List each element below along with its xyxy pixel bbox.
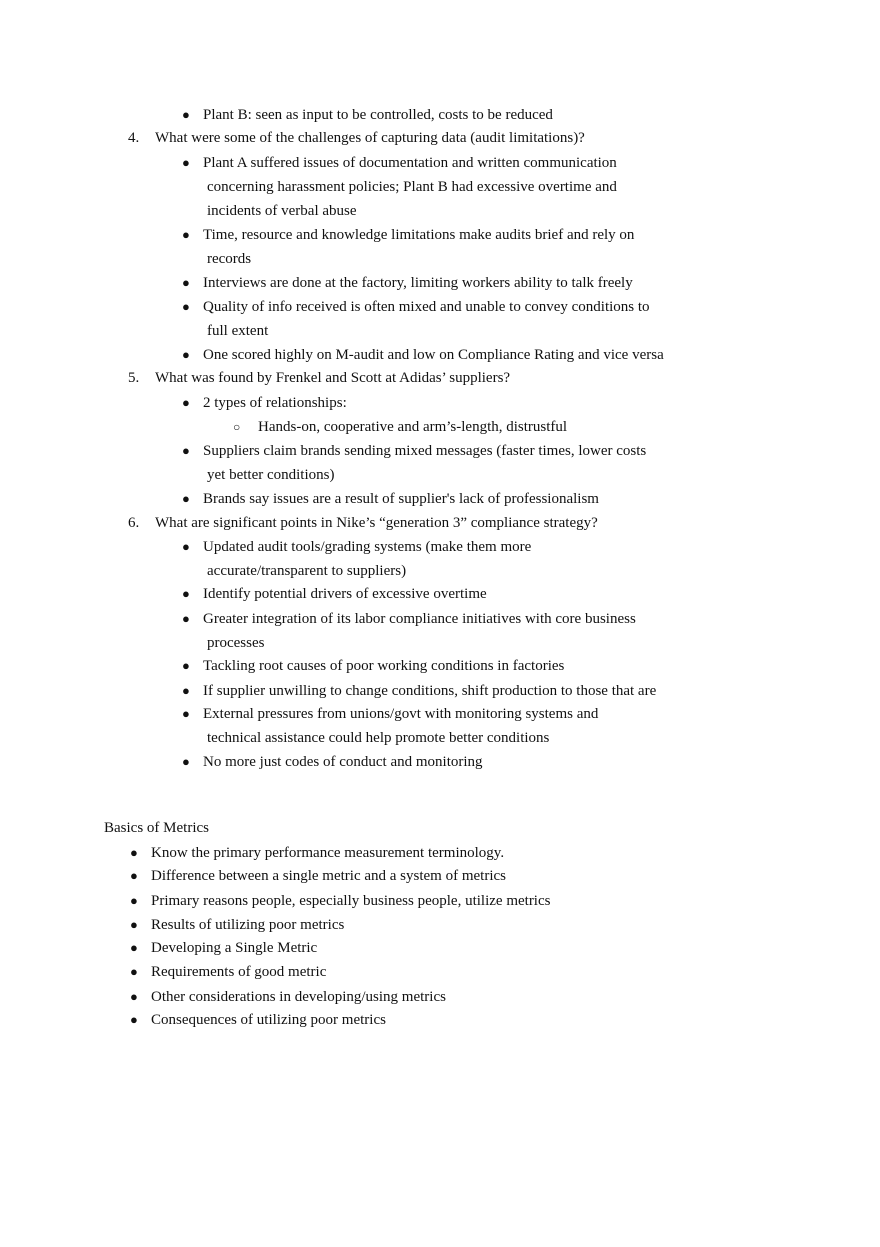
bullet-icon: ● (182, 227, 190, 242)
bullet-text: Quality of info received is often mixed and unable to convey conditions to (203, 299, 650, 315)
bullet-icon: ● (182, 683, 190, 698)
question-text: What are significant points in Nike’s “generation 3” compliance strategy? (155, 515, 598, 531)
bullet-text-continued: records (207, 251, 252, 267)
bullet-text: No more just codes of conduct and monitoring (203, 754, 483, 770)
bullet-text: Interviews are done at the factory, limiting workers ability to talk freely (203, 275, 633, 291)
bullet-icon: ● (130, 964, 138, 979)
bullet-text: Brands say issues are a result of supplier's lack of professionalism (203, 491, 599, 507)
bullet-text-continued: full extent (207, 323, 269, 339)
list-item: Developing a Single Metric (151, 940, 318, 956)
question-text: What were some of the challenges of capturing data (audit limitations)? (155, 130, 585, 146)
bullet-text: Plant A suffered issues of documentation and written communication (203, 155, 617, 171)
bullet-icon: ● (182, 586, 190, 601)
bullet-text-continued: incidents of verbal abuse (207, 203, 357, 219)
bullet-icon: ● (182, 107, 190, 122)
bullet-text: Plant B: seen as input to be controlled, costs to be reduced (203, 107, 553, 123)
bullet-icon: ● (130, 989, 138, 1004)
bullet-text: External pressures from unions/govt with monitoring systems and (203, 706, 599, 722)
section-heading: Basics of Metrics (104, 820, 209, 836)
bullet-icon: ● (182, 347, 190, 362)
list-item: Other considerations in developing/using metrics (151, 989, 446, 1005)
question-number: 6. (128, 515, 140, 531)
sub-bullet-text: Hands-on, cooperative and arm’s-length, distrustful (258, 419, 568, 435)
bullet-text: Tackling root causes of poor working conditions in factories (203, 658, 565, 674)
list-item: Primary reasons people, especially business people, utilize metrics (151, 893, 551, 909)
bullet-icon: ● (182, 395, 190, 410)
bullet-icon: ● (130, 845, 138, 860)
bullet-icon: ● (182, 611, 190, 626)
bullet-icon: ● (182, 275, 190, 290)
bullet-icon: ● (182, 754, 190, 769)
bullet-text: Updated audit tools/grading systems (make them more (203, 539, 532, 555)
list-item: Results of utilizing poor metrics (151, 917, 345, 933)
bullet-icon: ● (182, 491, 190, 506)
bullet-icon: ● (182, 658, 190, 673)
bullet-icon: ● (182, 539, 190, 554)
question-number: 5. (128, 370, 140, 386)
bullet-text-continued: concerning harassment policies; Plant B had excessive overtime and (207, 179, 617, 195)
bullet-text: 2 types of relationships: (203, 395, 347, 411)
bullet-icon: ● (182, 443, 190, 458)
list-item: Difference between a single metric and a system of metrics (151, 868, 506, 884)
bullet-icon: ● (130, 1012, 138, 1027)
bullet-icon: ● (182, 299, 190, 314)
bullet-text: Time, resource and knowledge limitations make audits brief and rely on (203, 227, 635, 243)
bullet-text: One scored highly on M-audit and low on Compliance Rating and vice versa (203, 347, 664, 363)
bullet-icon: ● (130, 893, 138, 908)
question-text: What was found by Frenkel and Scott at Adidas’ suppliers? (155, 370, 511, 386)
sub-bullet-icon: ○ (233, 420, 241, 434)
question-number: 4. (128, 130, 140, 146)
bullet-text: Identify potential drivers of excessive overtime (203, 586, 487, 602)
bullet-text-continued: technical assistance could help promote better conditions (207, 730, 550, 746)
bullet-icon: ● (182, 155, 190, 170)
bullet-icon: ● (130, 940, 138, 955)
bullet-text: Suppliers claim brands sending mixed messages (faster times, lower costs (203, 443, 647, 459)
bullet-icon: ● (130, 917, 138, 932)
bullet-text-continued: processes (207, 635, 265, 651)
bullet-text-continued: accurate/transparent to suppliers) (207, 563, 407, 579)
bullet-text: Greater integration of its labor compliance initiatives with core business (203, 611, 636, 627)
list-item: Requirements of good metric (151, 964, 327, 980)
list-item: Consequences of utilizing poor metrics (151, 1012, 386, 1028)
bullet-icon: ● (130, 868, 138, 883)
bullet-text: If supplier unwilling to change conditions, shift production to those that are (203, 683, 657, 699)
bullet-text-continued: yet better conditions) (207, 467, 335, 483)
bullet-icon: ● (182, 706, 190, 721)
list-item: Know the primary performance measurement terminology. (151, 845, 505, 861)
